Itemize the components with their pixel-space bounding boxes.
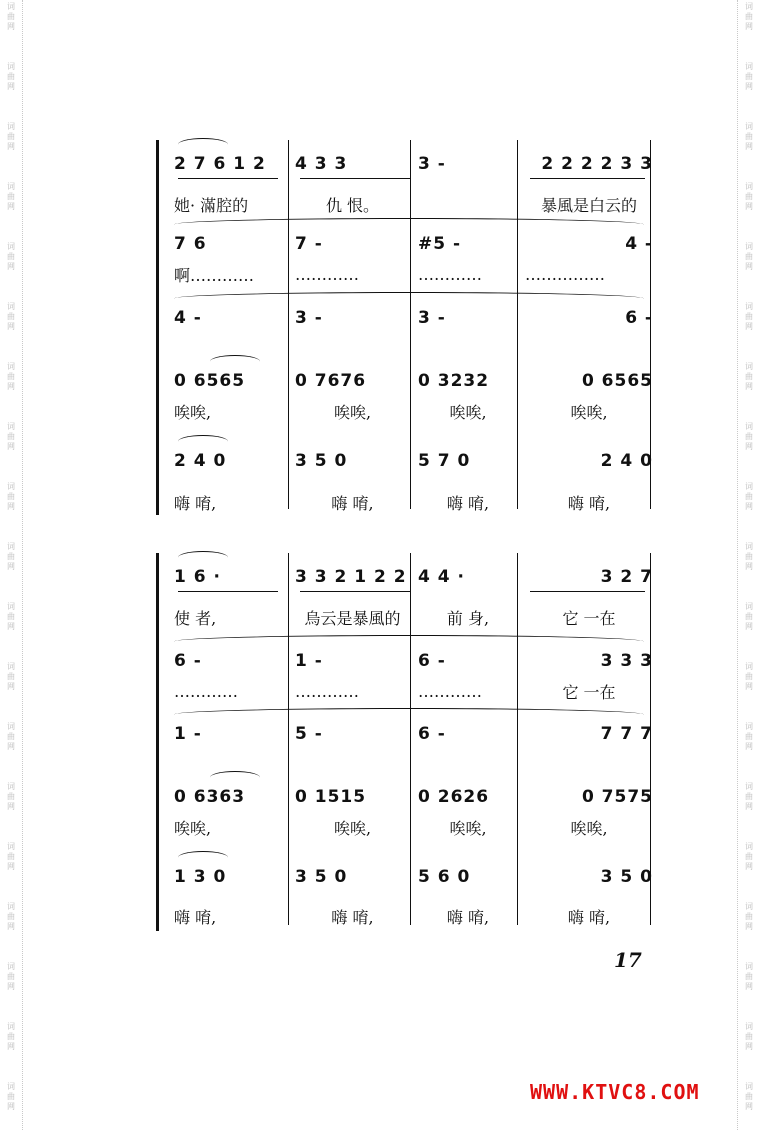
measure-notes: 0 6565 (174, 371, 246, 391)
measure-notes: 1 - (174, 724, 202, 744)
watermark-char: 词 (745, 722, 753, 731)
watermark-char: 曲 (7, 552, 15, 561)
measure-lyric: 唉唉, (449, 402, 487, 422)
notation-row (160, 781, 655, 813)
watermark-char: 词 (745, 1082, 753, 1091)
measure-lyric: 唉唉, (174, 402, 212, 422)
measure-notes: 0 3232 (418, 371, 490, 391)
watermark-char: 词 (7, 1082, 15, 1091)
watermark-char: 曲 (745, 72, 753, 81)
watermark-char: 词 (7, 62, 15, 71)
watermark-char: 词 (745, 602, 753, 611)
measure-lyric: 唉唉, (333, 818, 372, 838)
measure-notes: 3 - (295, 308, 323, 328)
watermark-char: 曲 (7, 492, 15, 501)
watermark-char: 网 (7, 22, 15, 31)
watermark-char: 词 (7, 842, 15, 851)
measure-lyric: 唉唉, (570, 818, 608, 838)
measure-notes: 2 2 2 2 3 3 (541, 154, 653, 174)
watermark-char: 网 (7, 1102, 15, 1111)
beam-line (530, 178, 645, 179)
watermark-char: 词 (7, 362, 15, 371)
watermark-mark (742, 542, 756, 572)
beam-line (178, 591, 278, 592)
measure-notes: 2 7 6 1 2 (174, 154, 266, 174)
left-watermark-strip (0, 0, 23, 1130)
watermark-mark (4, 122, 18, 152)
watermark-char: 曲 (745, 852, 753, 861)
measure-lyric: 它 一在 (562, 608, 616, 628)
watermark-char: 曲 (7, 732, 15, 741)
measure-notes: 3 5 0 (295, 451, 348, 471)
watermark-char: 词 (745, 662, 753, 671)
watermark-char: 网 (745, 142, 753, 151)
watermark-char: 词 (7, 422, 15, 431)
watermark-char: 词 (745, 902, 753, 911)
measure-notes: 3 - (418, 308, 446, 328)
watermark-char: 曲 (7, 1032, 15, 1041)
watermark-char: 网 (7, 622, 15, 631)
measure-lyric: 嗨 唷, (174, 493, 217, 513)
measure-lyric: 使 者, (174, 608, 217, 628)
watermark-mark (4, 1082, 18, 1112)
notation-row (160, 365, 655, 397)
watermark-char: 词 (745, 122, 753, 131)
measure-notes: 3 2 7 (600, 567, 653, 587)
watermark-char: 曲 (745, 552, 753, 561)
measure-lyric: 嗨 唷, (446, 493, 490, 513)
notation-row (160, 718, 655, 750)
watermark-char: 网 (7, 922, 15, 931)
watermark-char: 曲 (7, 312, 15, 321)
watermark-char: 网 (745, 442, 753, 451)
watermark-mark (742, 722, 756, 752)
watermark-char: 曲 (745, 372, 753, 381)
measure-notes: 6 - (174, 651, 202, 671)
watermark-char: 曲 (7, 612, 15, 621)
watermark-char: 网 (745, 922, 753, 931)
watermark-char: 网 (745, 622, 753, 631)
watermark-char: 词 (7, 122, 15, 131)
measure-lyric: 嗨 唷, (331, 493, 374, 513)
watermark-mark (742, 2, 756, 32)
measure-notes: 5 6 0 (418, 867, 471, 887)
watermark-char: 曲 (7, 912, 15, 921)
watermark-char: 网 (745, 262, 753, 271)
watermark-char: 网 (7, 442, 15, 451)
watermark-char: 曲 (7, 972, 15, 981)
score-system-1 (160, 140, 655, 515)
watermark-char: 网 (745, 382, 753, 391)
measure-notes: 6 - (625, 308, 653, 328)
watermark-char: 词 (7, 662, 15, 671)
measure-lyric: 嗨 唷, (174, 907, 217, 927)
watermark-char: 网 (745, 742, 753, 751)
slur-mark (210, 355, 260, 368)
watermark-mark (742, 362, 756, 392)
watermark-char: 词 (7, 242, 15, 251)
watermark-char: 曲 (745, 1092, 753, 1101)
watermark-char: 词 (745, 842, 753, 851)
watermark-mark (4, 362, 18, 392)
watermark-mark (4, 62, 18, 92)
watermark-char: 曲 (7, 672, 15, 681)
measure-lyric: ………… (295, 264, 359, 284)
measure-notes: 4 - (625, 234, 653, 254)
watermark-char: 曲 (745, 612, 753, 621)
measure-notes: 3 5 0 (600, 867, 653, 887)
watermark-char: 网 (745, 682, 753, 691)
watermark-char: 曲 (745, 132, 753, 141)
watermark-mark (4, 482, 18, 512)
watermark-char: 网 (7, 202, 15, 211)
watermark-char: 词 (745, 182, 753, 191)
watermark-mark (742, 842, 756, 872)
measure-lyric (418, 188, 518, 220)
notation-row (160, 228, 655, 260)
site-url: WWW.KTVC8.COM (530, 1080, 700, 1104)
watermark-char: 词 (7, 1022, 15, 1031)
measure-notes: 0 6565 (581, 371, 653, 391)
watermark-char: 词 (7, 482, 15, 491)
watermark-char: 网 (7, 322, 15, 331)
measure-lyric: 前 身, (446, 608, 490, 628)
watermark-char: 曲 (7, 1092, 15, 1101)
beam-line (300, 591, 410, 592)
measure-notes: 5 7 0 (418, 451, 471, 471)
measure-notes: 7 7 7 (600, 724, 653, 744)
watermark-mark (742, 1022, 756, 1052)
measure-notes: 4 3 3 (295, 154, 348, 174)
measure-lyric: 仇 恨。 (325, 195, 380, 215)
measure-lyric: ………… (295, 681, 359, 701)
lyric-row (160, 601, 655, 633)
watermark-char: 词 (745, 242, 753, 251)
score-system-2 (160, 553, 655, 931)
watermark-mark (742, 602, 756, 632)
measure-notes: 3 3 3 (600, 651, 653, 671)
slur-mark (174, 292, 644, 305)
slur-mark (174, 708, 644, 721)
measure-lyric: 啊………… (174, 265, 255, 285)
watermark-char: 曲 (7, 372, 15, 381)
watermark-char: 网 (7, 502, 15, 511)
measure-lyric: 唉唉, (333, 402, 372, 422)
measure-lyric: ………… (418, 681, 482, 701)
notation-row (160, 445, 655, 477)
watermark-char: 网 (7, 562, 15, 571)
watermark-char: 网 (7, 862, 15, 871)
notation-row (160, 645, 655, 677)
watermark-mark (4, 302, 18, 332)
measure-notes: #5 - (418, 234, 462, 254)
watermark-mark (742, 422, 756, 452)
lyric-row (160, 188, 655, 220)
measure-notes: 1 - (295, 651, 323, 671)
watermark-mark (4, 782, 18, 812)
watermark-mark (742, 782, 756, 812)
watermark-char: 词 (745, 542, 753, 551)
notation-row (160, 148, 655, 180)
slur-mark (178, 851, 228, 864)
slur-mark (178, 138, 228, 151)
watermark-mark (4, 902, 18, 932)
measure-lyric: 嗨 唷, (567, 493, 611, 513)
watermark-mark (742, 482, 756, 512)
watermark-char: 词 (7, 962, 15, 971)
measure-notes: 7 6 (174, 234, 207, 254)
watermark-char: 曲 (745, 792, 753, 801)
watermark-char: 网 (7, 382, 15, 391)
watermark-char: 词 (7, 302, 15, 311)
measure-notes: 6 - (418, 724, 446, 744)
lyric-row (160, 486, 655, 518)
measure-notes: 2 4 0 (600, 451, 653, 471)
measure-lyric: 暴風是白云的 (540, 195, 637, 215)
watermark-mark (742, 902, 756, 932)
watermark-char: 网 (7, 802, 15, 811)
watermark-char: 词 (745, 2, 753, 11)
watermark-mark (742, 662, 756, 692)
watermark-mark (4, 2, 18, 32)
watermark-char: 曲 (7, 252, 15, 261)
watermark-char: 网 (7, 82, 15, 91)
watermark-char: 网 (745, 322, 753, 331)
watermark-char: 网 (745, 982, 753, 991)
beam-line (300, 178, 410, 179)
slur-mark (178, 551, 228, 564)
measure-notes: 3 3 2 1 2 2 (295, 567, 407, 587)
right-watermark-strip (737, 0, 760, 1130)
watermark-mark (742, 62, 756, 92)
watermark-char: 词 (7, 902, 15, 911)
watermark-mark (742, 242, 756, 272)
measure-notes: 7 - (295, 234, 323, 254)
measure-lyric: 嗨 唷, (567, 907, 611, 927)
measure-lyric: 它 一在 (562, 682, 616, 702)
watermark-char: 曲 (745, 492, 753, 501)
watermark-mark (4, 722, 18, 752)
watermark-char: 词 (7, 182, 15, 191)
measure-notes: 0 6363 (174, 787, 246, 807)
measure-notes: 0 7575 (581, 787, 653, 807)
notation-row (160, 302, 655, 334)
watermark-char: 曲 (7, 852, 15, 861)
measure-notes: 1 6 · (174, 567, 221, 587)
watermark-char: 词 (745, 362, 753, 371)
watermark-char: 曲 (7, 12, 15, 21)
watermark-char: 网 (745, 202, 753, 211)
slur-mark (174, 218, 644, 231)
watermark-char: 曲 (745, 12, 753, 21)
measure-notes: 4 - (174, 308, 202, 328)
watermark-char: 网 (7, 982, 15, 991)
notation-row (160, 861, 655, 893)
watermark-char: 曲 (745, 672, 753, 681)
measure-notes: 0 7676 (295, 371, 367, 391)
beam-line (530, 591, 645, 592)
slur-mark (178, 435, 228, 448)
watermark-char: 曲 (7, 72, 15, 81)
watermark-mark (4, 542, 18, 572)
measure-lyric: 嗨 唷, (331, 907, 374, 927)
watermark-char: 曲 (7, 192, 15, 201)
watermark-char: 网 (745, 82, 753, 91)
watermark-char: 网 (7, 682, 15, 691)
watermark-char: 曲 (745, 732, 753, 741)
measure-notes: 6 - (418, 651, 446, 671)
watermark-mark (742, 1082, 756, 1112)
watermark-char: 网 (745, 862, 753, 871)
watermark-mark (4, 422, 18, 452)
lyric-row (160, 395, 655, 427)
watermark-char: 网 (745, 1042, 753, 1051)
watermark-char: 词 (7, 602, 15, 611)
measure-lyric: 唉唉, (449, 818, 487, 838)
page-number: 17 (614, 948, 642, 972)
watermark-char: 曲 (745, 312, 753, 321)
watermark-char: 网 (745, 802, 753, 811)
lyric-row (160, 900, 655, 932)
watermark-mark (4, 962, 18, 992)
watermark-char: 曲 (745, 912, 753, 921)
measure-lyric: 唉唉, (174, 818, 212, 838)
watermark-char: 词 (745, 482, 753, 491)
watermark-char: 曲 (745, 252, 753, 261)
watermark-mark (4, 602, 18, 632)
watermark-mark (742, 182, 756, 212)
beam-line (178, 178, 278, 179)
watermark-mark (4, 242, 18, 272)
watermark-char: 词 (745, 302, 753, 311)
measure-notes: 2 4 0 (174, 451, 227, 471)
measure-lyric: ………… (174, 681, 238, 701)
watermark-char: 网 (7, 142, 15, 151)
watermark-char: 词 (7, 2, 15, 11)
measure-notes: 1 3 0 (174, 867, 227, 887)
measure-lyric: …………… (525, 264, 605, 284)
watermark-char: 曲 (7, 432, 15, 441)
watermark-char: 词 (745, 782, 753, 791)
measure-lyric: 嗨 唷, (446, 907, 490, 927)
measure-lyric: 唉唉, (570, 402, 608, 422)
measure-lyric: ………… (418, 264, 482, 284)
slur-mark (210, 771, 260, 784)
watermark-char: 曲 (7, 132, 15, 141)
watermark-char: 网 (745, 562, 753, 571)
watermark-char: 词 (7, 782, 15, 791)
watermark-mark (4, 842, 18, 872)
watermark-mark (4, 1022, 18, 1052)
measure-lyric: 她· 滿腔的 (174, 195, 249, 215)
measure-notes: 3 5 0 (295, 867, 348, 887)
watermark-char: 网 (7, 1042, 15, 1051)
watermark-char: 网 (745, 1102, 753, 1111)
measure-notes: 0 1515 (295, 787, 367, 807)
lyric-row (160, 811, 655, 843)
notation-row (160, 561, 655, 593)
watermark-char: 网 (745, 22, 753, 31)
watermark-mark (742, 122, 756, 152)
measure-notes: 3 - (418, 154, 446, 174)
watermark-char: 网 (7, 262, 15, 271)
measure-notes: 4 4 · (418, 567, 465, 587)
measure-notes: 0 2626 (418, 787, 490, 807)
watermark-char: 曲 (7, 792, 15, 801)
watermark-char: 曲 (745, 432, 753, 441)
lyric-row (160, 258, 655, 290)
lyric-row (160, 675, 655, 707)
watermark-char: 词 (745, 1022, 753, 1031)
watermark-mark (4, 182, 18, 212)
watermark-char: 网 (7, 742, 15, 751)
watermark-char: 曲 (745, 972, 753, 981)
watermark-mark (742, 962, 756, 992)
watermark-char: 词 (745, 962, 753, 971)
watermark-char: 词 (745, 422, 753, 431)
watermark-char: 词 (7, 722, 15, 731)
watermark-char: 曲 (745, 192, 753, 201)
watermark-char: 词 (745, 62, 753, 71)
watermark-char: 曲 (745, 1032, 753, 1041)
measure-lyric: 烏云是暴風的 (304, 608, 401, 628)
measure-notes: 5 - (295, 724, 323, 744)
watermark-mark (4, 662, 18, 692)
watermark-char: 网 (745, 502, 753, 511)
watermark-mark (742, 302, 756, 332)
slur-mark (174, 635, 644, 648)
watermark-char: 词 (7, 542, 15, 551)
